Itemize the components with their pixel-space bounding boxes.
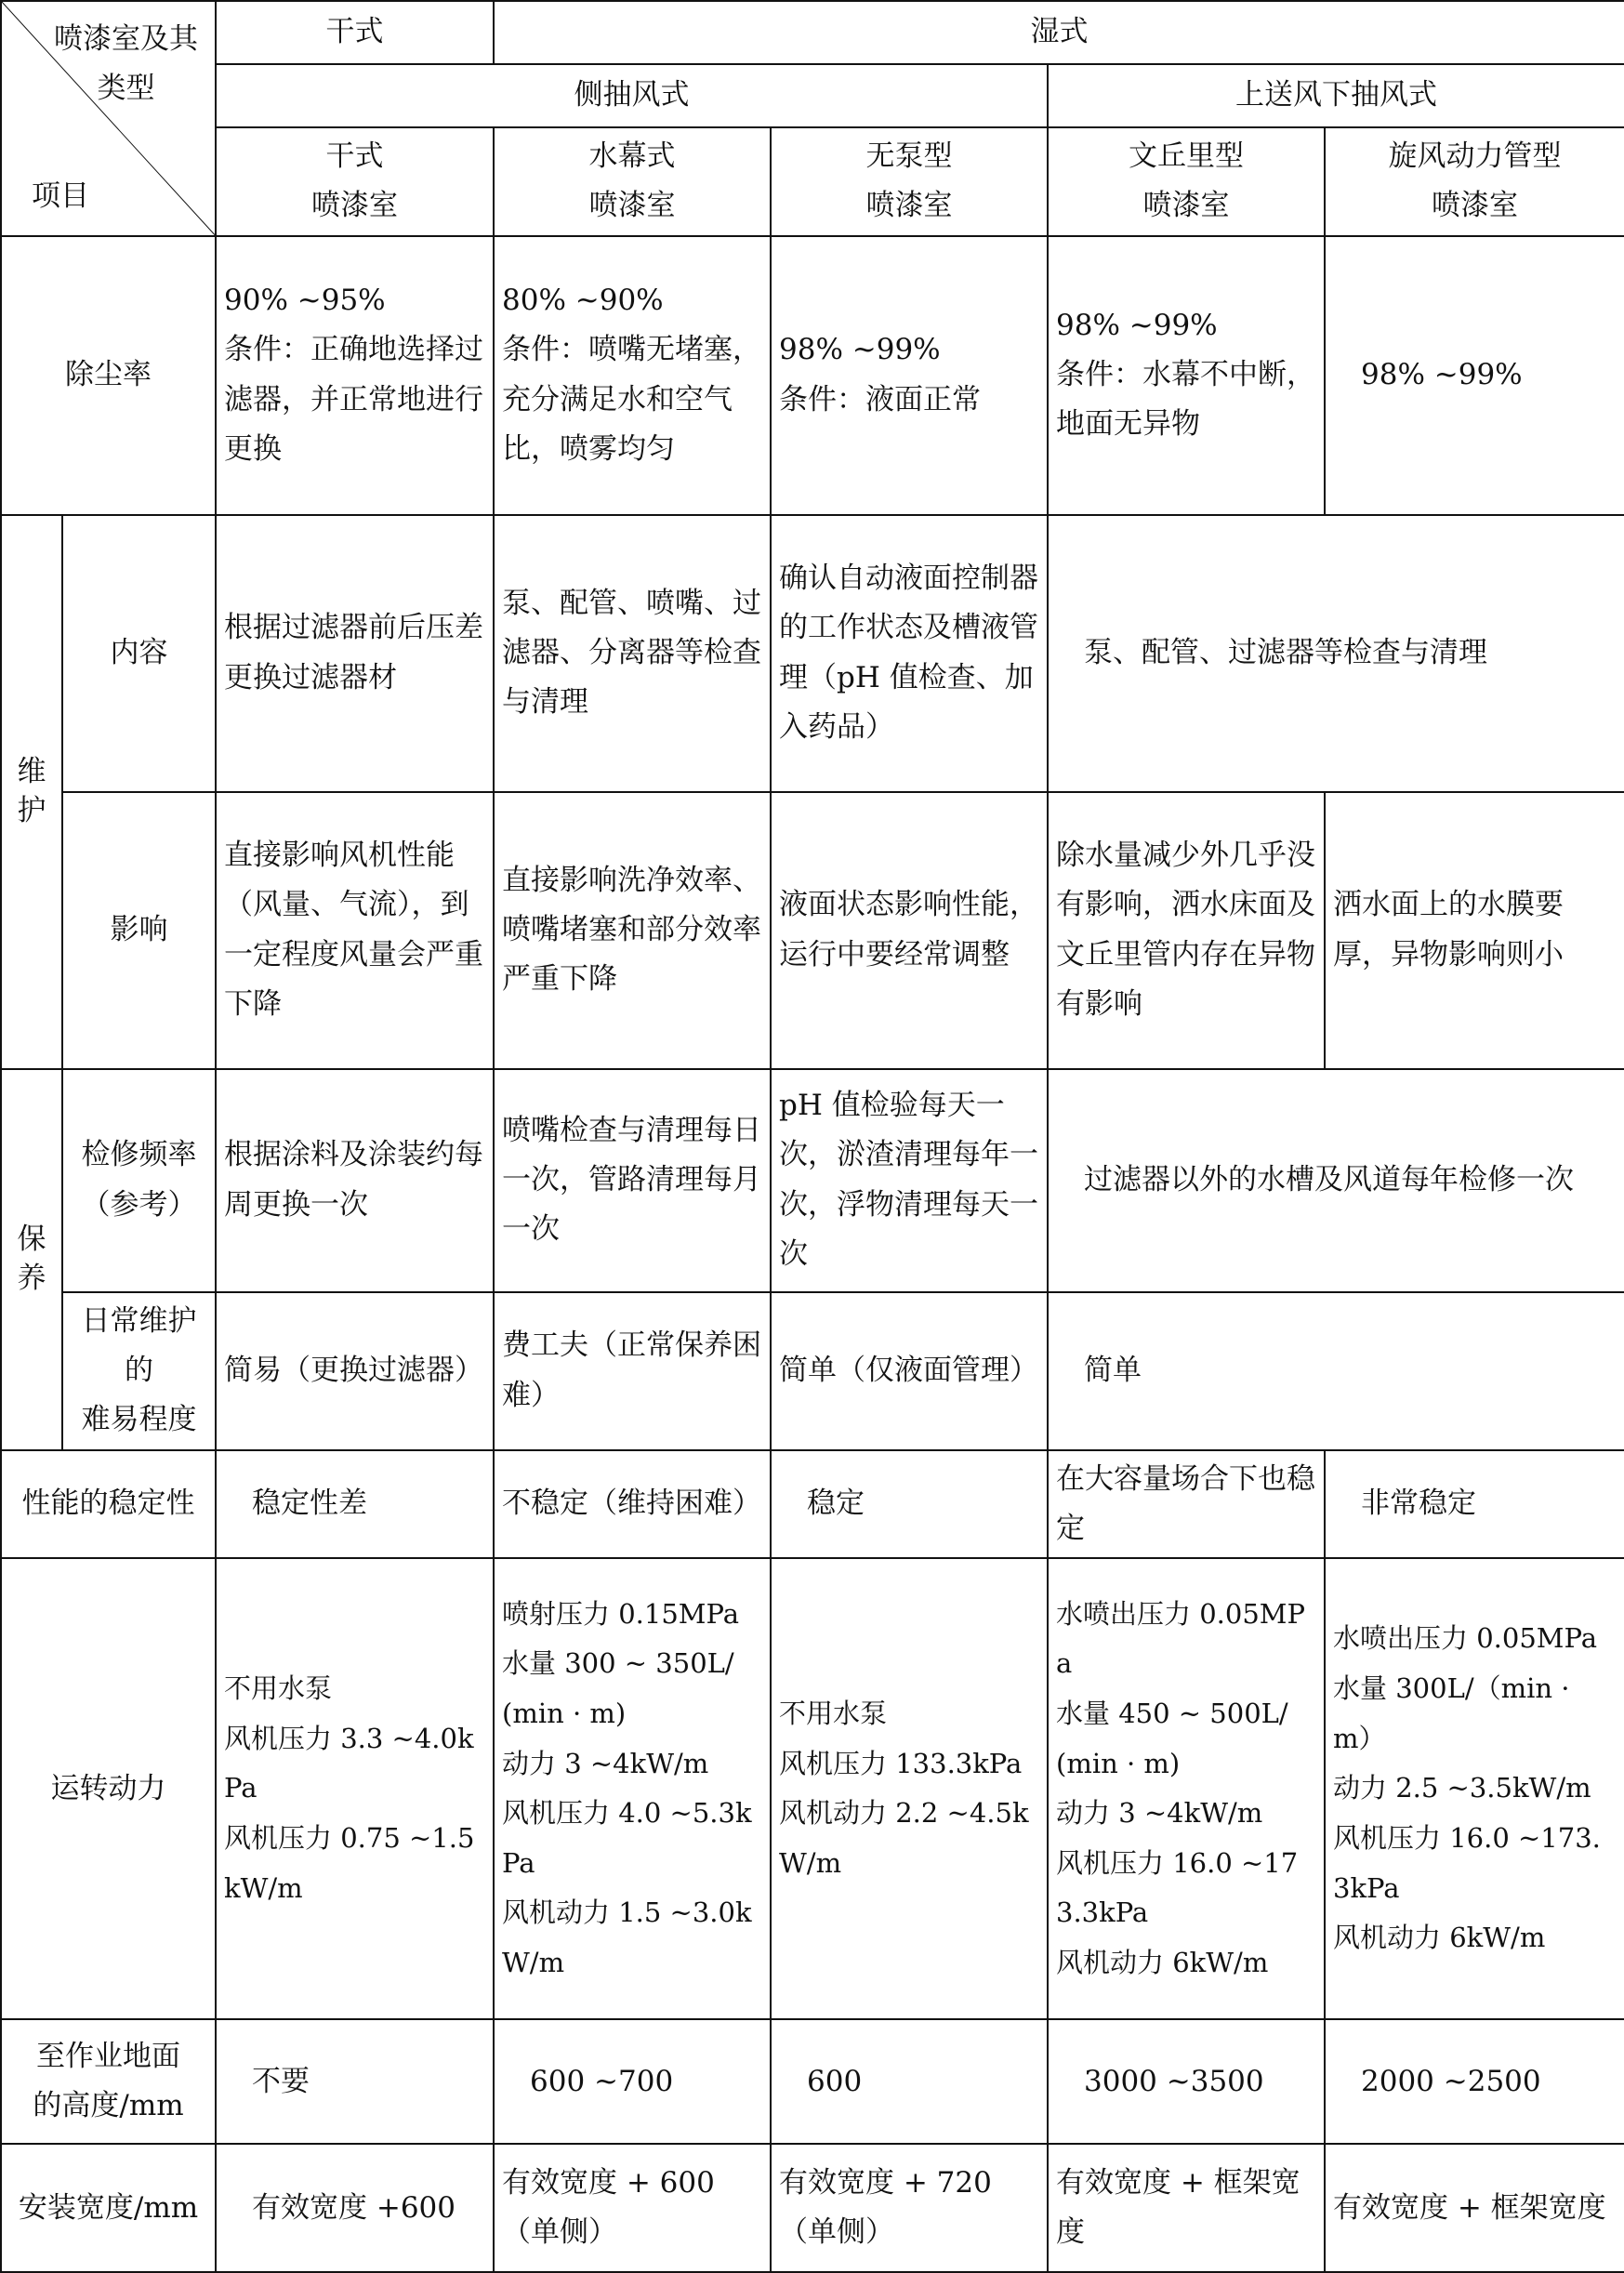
type-venturi-booth: 文丘里型 喷漆室 (1048, 127, 1325, 236)
row-label-stability: 性能的稳定性 (1, 1450, 216, 1559)
daily-ease-venturi-cyclone: 简单 (1048, 1292, 1624, 1450)
group-label-maintenance: 维护 (1, 515, 62, 1069)
type-dry-booth: 干式 喷漆室 (216, 127, 494, 236)
row-label-install-width: 安装宽度/mm (1, 2144, 216, 2272)
type-water-curtain-booth: 水幕式 喷漆室 (494, 127, 771, 236)
maintenance-content-pumpless: 确认自动液面控制器的工作状态及槽液管理（pH 值检查、加入药品） (771, 515, 1048, 792)
maintenance-impact-pumpless: 液面状态影响性能，运行中要经常调整 (771, 792, 1048, 1069)
maintenance-impact-dry: 直接影响风机性能（风量、气流），到一定程度风量会严重下降 (216, 792, 494, 1069)
daily-ease-water-curtain: 费工夫（正常保养困难） (494, 1292, 771, 1450)
maintenance-content-dry: 根据过滤器前后压差更换过滤器材 (216, 515, 494, 792)
maintenance-content-water-curtain: 泵、配管、喷嘴、过滤器、分离器等检查与清理 (494, 515, 771, 792)
power-venturi: 水喷出压力 0.05MPa 水量 450 ~ 500L/(min · m) 动力 3 ~4kW/m 风机压力 16.0 ~173.3kPa 风机动力 6kW/m (1048, 1558, 1325, 2019)
row-label-power: 运转动力 (1, 1558, 216, 2019)
install-width-cyclone: 有效宽度 + 框架宽度 (1325, 2144, 1624, 2272)
install-width-dry: 有效宽度 +600 (216, 2144, 494, 2272)
row-label-daily-ease: 日常维护的 难易程度 (62, 1292, 216, 1450)
height-venturi: 3000 ~3500 (1048, 2019, 1325, 2144)
group-label-upkeep: 保养 (1, 1069, 62, 1450)
corner-label-item: 项目 (32, 179, 89, 214)
header-top-down: 上送风下抽风式 (1048, 64, 1624, 127)
power-pumpless: 不用水泵 风机压力 133.3kPa 风机动力 2.2 ~4.5kW/m (771, 1558, 1048, 2019)
maintenance-impact-water-curtain: 直接影响洗净效率、喷嘴堵塞和部分效率严重下降 (494, 792, 771, 1069)
maintenance-content-venturi-cyclone: 泵、配管、过滤器等检查与清理 (1048, 515, 1624, 792)
power-dry: 不用水泵 风机压力 3.3 ~4.0kPa 风机压力 0.75 ~1.5kW/m (216, 1558, 494, 2019)
corner-label-type: 喷漆室及其 类型 (54, 22, 198, 106)
dust-removal-dry: 90% ~95% 条件：正确地选择过滤器，并正常地进行更换 (216, 236, 494, 515)
stability-pumpless: 稳定 (771, 1450, 1048, 1559)
install-width-water-curtain: 有效宽度 + 600（单侧） (494, 2144, 771, 2272)
daily-ease-pumpless: 简单（仅液面管理） (771, 1292, 1048, 1450)
power-water-curtain: 喷射压力 0.15MPa 水量 300 ~ 350L/(min · m) 动力 3 ~4kW/m 风机压力 4.0 ~5.3kPa 风机动力 1.5 ~3.0kW/m (494, 1558, 771, 2019)
maintenance-impact-cyclone: 洒水面上的水膜要厚，异物影响则小 (1325, 792, 1624, 1069)
install-width-pumpless: 有效宽度 + 720（单侧） (771, 2144, 1048, 2272)
stability-water-curtain: 不稳定（维持困难） (494, 1450, 771, 1559)
height-dry: 不要 (216, 2019, 494, 2144)
row-label-maintenance-content: 内容 (62, 515, 216, 792)
stability-venturi: 在大容量场合下也稳定 (1048, 1450, 1325, 1559)
dust-removal-pumpless: 98% ~99% 条件：液面正常 (771, 236, 1048, 515)
dust-removal-water-curtain: 80% ~90% 条件：喷嘴无堵塞，充分满足水和空气比，喷雾均匀 (494, 236, 771, 515)
service-frequency-dry: 根据涂料及涂装约每周更换一次 (216, 1069, 494, 1292)
height-cyclone: 2000 ~2500 (1325, 2019, 1624, 2144)
height-water-curtain: 600 ~700 (494, 2019, 771, 2144)
service-frequency-venturi-cyclone: 过滤器以外的水槽及风道每年检修一次 (1048, 1069, 1624, 1292)
header-dry: 干式 (216, 1, 494, 64)
row-label-maintenance-impact: 影响 (62, 792, 216, 1069)
height-pumpless: 600 (771, 2019, 1048, 2144)
service-frequency-water-curtain: 喷嘴检查与清理每日一次，管路清理每月一次 (494, 1069, 771, 1292)
stability-dry: 稳定性差 (216, 1450, 494, 1559)
row-label-dust-removal: 除尘率 (1, 236, 216, 515)
dust-removal-cyclone: 98% ~99% (1325, 236, 1624, 515)
header-wet: 湿式 (494, 1, 1624, 64)
maintenance-impact-venturi: 除水量减少外几乎没有影响，洒水床面及文丘里管内存在异物有影响 (1048, 792, 1325, 1069)
stability-cyclone: 非常稳定 (1325, 1450, 1624, 1559)
install-width-venturi: 有效宽度 + 框架宽度 (1048, 2144, 1325, 2272)
type-cyclone-booth: 旋风动力管型 喷漆室 (1325, 127, 1624, 236)
dust-removal-venturi: 98% ~99% 条件：水幕不中断，地面无异物 (1048, 236, 1325, 515)
row-label-height: 至作业地面 的高度/mm (1, 2019, 216, 2144)
power-cyclone: 水喷出压力 0.05MPa 水量 300L/（min · m） 动力 2.5 ~3.5kW/m 风机压力 16.0 ~173.3kPa 风机动力 6kW/m (1325, 1558, 1624, 2019)
daily-ease-dry: 简易（更换过滤器） (216, 1292, 494, 1450)
service-frequency-pumpless: pH 值检验每天一次，淤渣清理每年一次，浮物清理每天一次 (771, 1069, 1048, 1292)
header-corner-cell (1, 1, 216, 236)
type-pumpless-booth: 无泵型 喷漆室 (771, 127, 1048, 236)
header-side-draft: 侧抽风式 (216, 64, 1048, 127)
row-label-service-frequency: 检修频率 （参考） (62, 1069, 216, 1292)
